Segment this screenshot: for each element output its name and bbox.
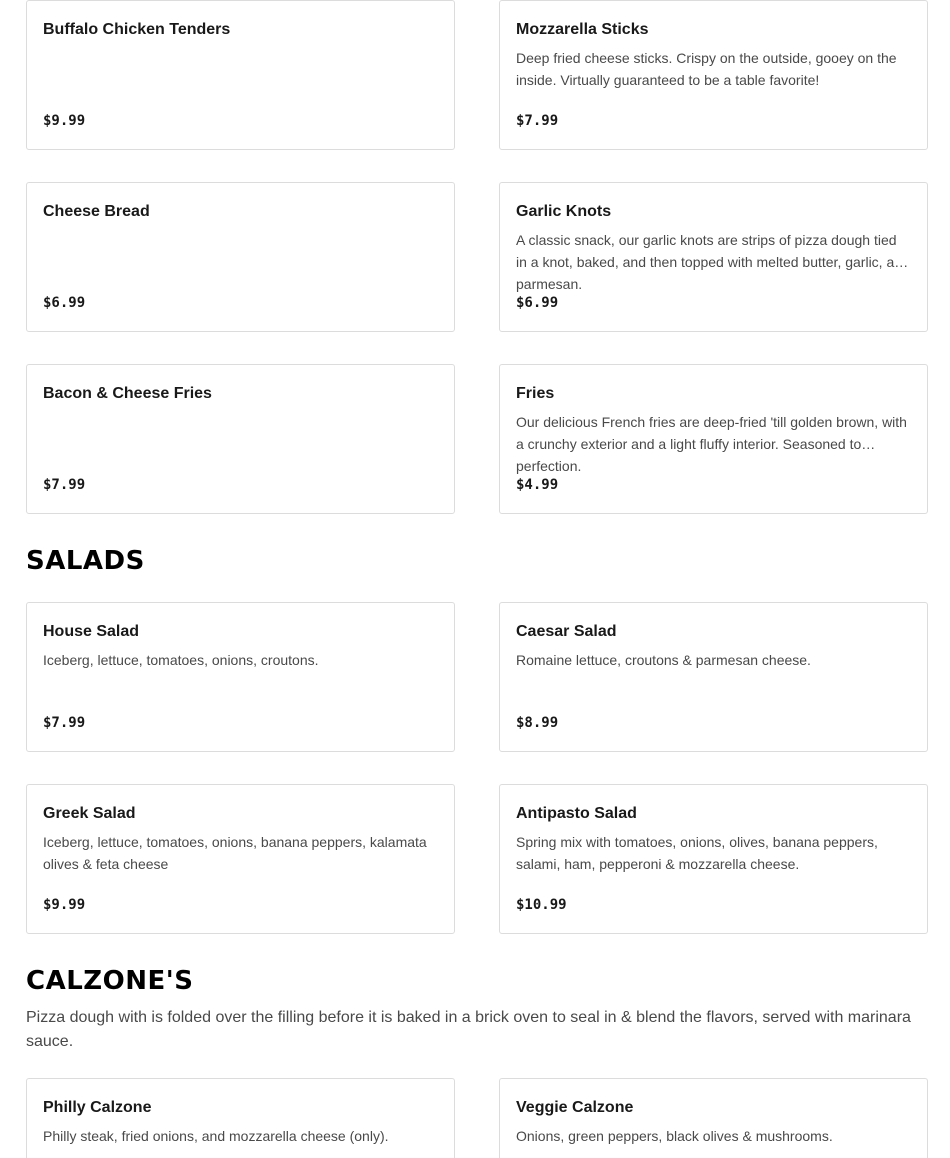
item-name: Cheese Bread — [43, 203, 150, 220]
item-price: $6.99 — [516, 295, 559, 311]
item-name: Fries — [516, 385, 555, 402]
item-name: Antipasto Salad — [516, 805, 637, 822]
item-price: $7.99 — [516, 113, 559, 129]
menu-item-card[interactable] — [499, 364, 928, 514]
section-title-salads: SALADS — [26, 546, 145, 576]
menu-item-card[interactable] — [26, 784, 455, 934]
item-price: $8.99 — [516, 715, 559, 731]
section-title-calzones: CALZONE'S — [26, 966, 194, 996]
menu-item-card[interactable] — [26, 182, 455, 332]
menu-item-card[interactable] — [499, 182, 928, 332]
item-price: $9.99 — [43, 113, 86, 129]
item-description: Philly steak, fried onions, and mozzarella cheese (only). — [43, 1128, 389, 1144]
item-price: $9.99 — [43, 897, 86, 913]
item-name: Garlic Knots — [516, 203, 612, 220]
menu-item-card[interactable] — [499, 0, 928, 150]
item-name: Mozzarella Sticks — [516, 21, 649, 38]
item-description: A classic snack, our garlic knots are strips of pizza dough tied in a knot, baked, and then topped with melted butter, garlic, and parmesan. — [516, 232, 910, 292]
menu-item-card[interactable] — [26, 364, 455, 514]
item-name: Greek Salad — [43, 805, 136, 822]
item-description: Onions, green peppers, black olives & mushrooms. — [516, 1128, 833, 1144]
menu-item-card[interactable] — [26, 602, 455, 752]
menu-item-card[interactable] — [499, 602, 928, 752]
item-description: Iceberg, lettuce, tomatoes, onions, banana peppers, kalamata olives & feta cheese — [43, 834, 427, 872]
item-name: Veggie Calzone — [516, 1099, 634, 1116]
item-name: Bacon & Cheese Fries — [43, 385, 212, 402]
item-price: $7.99 — [43, 477, 86, 493]
item-name: House Salad — [43, 623, 140, 640]
item-description: Romaine lettuce, croutons & parmesan cheese. — [516, 652, 811, 668]
menu-item-card[interactable] — [26, 0, 455, 150]
item-description: Spring mix with tomatoes, onions, olives, banana peppers, salami, ham, pepperoni & mozzarella cheese. — [516, 834, 878, 872]
menu-item-card[interactable] — [499, 1078, 928, 1158]
menu-item-card[interactable] — [499, 784, 928, 934]
item-description: Our delicious French fries are deep-fried 'till golden brown, with a crunchy exterior and a light fluffy interior. Seasoned to perfection. — [516, 414, 907, 474]
item-name: Buffalo Chicken Tenders — [43, 21, 231, 38]
item-description: Iceberg, lettuce, tomatoes, onions, croutons. — [43, 652, 319, 668]
section-description: Pizza dough with is folded over the filling before it is baked in a brick oven to seal in & blend the flavors, served with marinara sauce. — [26, 1009, 911, 1050]
item-name: Philly Calzone — [43, 1099, 152, 1116]
menu-item-card[interactable] — [26, 1078, 455, 1158]
item-price: $7.99 — [43, 715, 86, 731]
item-price: $10.99 — [516, 897, 567, 913]
item-description: Deep fried cheese sticks. Crispy on the outside, gooey on the inside. Virtually guaranteed to be a table favorite! — [516, 50, 897, 88]
item-price: $6.99 — [43, 295, 86, 311]
item-name: Caesar Salad — [516, 623, 617, 640]
item-price: $4.99 — [516, 477, 559, 493]
